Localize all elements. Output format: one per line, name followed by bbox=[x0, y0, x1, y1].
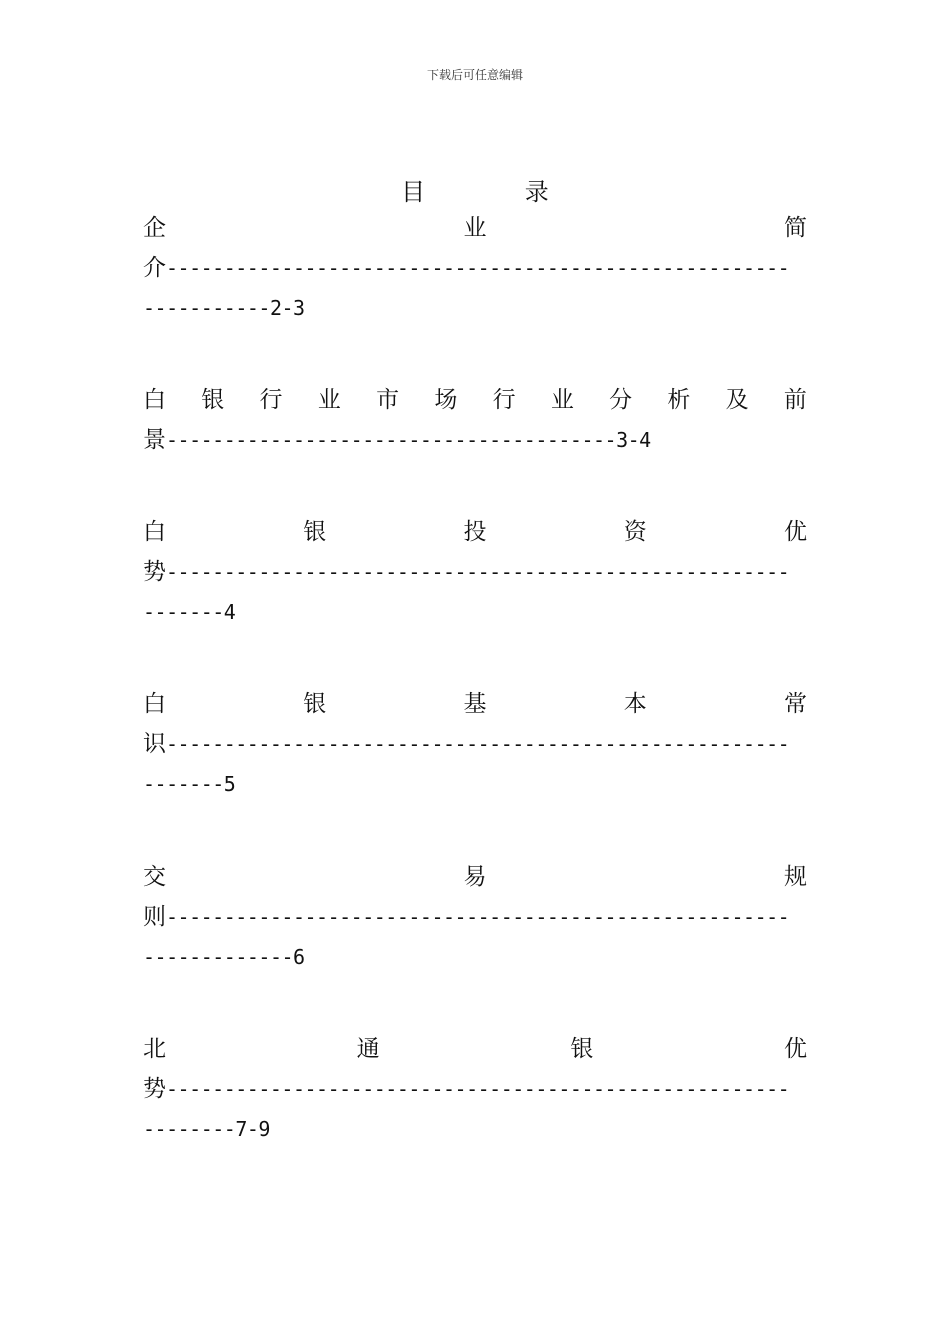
page-header: 下载后可任意编辑 bbox=[426, 68, 523, 82]
toc-entry-title-line bbox=[143, 512, 807, 552]
toc-entry-char: 优 bbox=[783, 1036, 807, 1062]
toc-entry-last-char: 势 bbox=[143, 559, 166, 585]
toc-entry-title-line bbox=[143, 684, 807, 724]
toc-entry-leader-line bbox=[143, 897, 807, 937]
toc-entry-char: 白 bbox=[143, 691, 166, 717]
toc-entry-char: 白 bbox=[143, 519, 166, 545]
toc-entry-char: 投 bbox=[463, 519, 487, 545]
toc-entry-page-line: -------4 bbox=[143, 600, 236, 624]
toc-entry-title-line bbox=[143, 1029, 807, 1069]
toc-entry-page-line: -------------6 bbox=[143, 945, 305, 969]
toc-entry-char: 业 bbox=[463, 215, 487, 241]
toc-entry-char: 规 bbox=[784, 864, 807, 890]
toc-entry[interactable] bbox=[143, 1029, 807, 1149]
toc-entry-char: 市 bbox=[376, 387, 400, 413]
toc-entry-leader: ------------------------------------------------------ bbox=[166, 732, 790, 756]
toc-entry-char: 银 bbox=[570, 1036, 594, 1062]
toc-entry-char: 行 bbox=[259, 387, 283, 413]
toc-entry-char: 企 bbox=[143, 215, 166, 241]
toc-entry-char: 常 bbox=[784, 691, 807, 717]
toc-entry-char: 简 bbox=[784, 215, 807, 241]
toc-entry-leader-line bbox=[143, 552, 807, 592]
toc-entry-char: 优 bbox=[784, 519, 807, 545]
toc-entry-char: 银 bbox=[201, 387, 225, 413]
toc-entry-char: 交 bbox=[143, 864, 166, 890]
toc-entry-title-line bbox=[143, 380, 807, 420]
toc-entry[interactable] bbox=[143, 380, 807, 460]
toc-entry-last-char: 介 bbox=[143, 255, 166, 281]
toc-entry-title-line bbox=[143, 208, 807, 248]
toc-entry-page-line: --------7-9 bbox=[143, 1117, 270, 1141]
toc-entry-leader: ---------------------------------------3-4 bbox=[166, 428, 651, 452]
toc-entry-last-char: 识 bbox=[143, 731, 166, 757]
toc-entry-last-char: 则 bbox=[143, 904, 166, 930]
toc-entry-last-char: 景 bbox=[143, 427, 166, 453]
toc-entry-char: 及 bbox=[725, 387, 749, 413]
toc-entry-leader-line bbox=[143, 724, 807, 764]
toc-entry-char: 易 bbox=[463, 864, 487, 890]
toc-entry-char: 通 bbox=[356, 1036, 380, 1062]
toc-entry[interactable] bbox=[143, 208, 807, 328]
toc-entry-leader-line bbox=[143, 1069, 807, 1109]
toc-entry-char: 银 bbox=[303, 519, 327, 545]
toc-entry-char: 本 bbox=[623, 691, 647, 717]
toc-entry-leader: ------------------------------------------------------ bbox=[166, 905, 790, 929]
toc-entry-leader: ------------------------------------------------------ bbox=[166, 1077, 790, 1101]
toc-entry[interactable] bbox=[143, 684, 807, 804]
toc-entry-leader-line bbox=[143, 248, 807, 288]
toc-entry-char: 前 bbox=[783, 387, 807, 413]
toc-entry-last-char: 势 bbox=[143, 1076, 166, 1102]
toc-entry-char: 北 bbox=[143, 1036, 166, 1062]
toc-entry-leader: ------------------------------------------------------ bbox=[166, 256, 790, 280]
toc-entry-page-line: -------5 bbox=[143, 772, 236, 796]
toc-entry[interactable] bbox=[143, 512, 807, 632]
toc-entry-char: 白 bbox=[143, 387, 166, 413]
toc-title: 目 录 bbox=[401, 178, 595, 206]
toc-entry-char: 业 bbox=[550, 387, 574, 413]
toc-entry-char: 业 bbox=[317, 387, 341, 413]
toc-entry-char: 行 bbox=[492, 387, 516, 413]
toc-entry-leader-line bbox=[143, 420, 807, 460]
toc-entry-leader: ------------------------------------------------------ bbox=[166, 560, 790, 584]
toc-entry-char: 析 bbox=[667, 387, 691, 413]
toc-entry-char: 分 bbox=[609, 387, 633, 413]
toc-entry-char: 银 bbox=[303, 691, 327, 717]
toc-entry-char: 场 bbox=[434, 387, 458, 413]
toc-entry-title-line bbox=[143, 857, 807, 897]
toc-entry[interactable] bbox=[143, 857, 807, 977]
toc-entry-char: 基 bbox=[463, 691, 487, 717]
toc-entry-char: 资 bbox=[623, 519, 647, 545]
toc-entry-page-line: -----------2-3 bbox=[143, 296, 305, 320]
